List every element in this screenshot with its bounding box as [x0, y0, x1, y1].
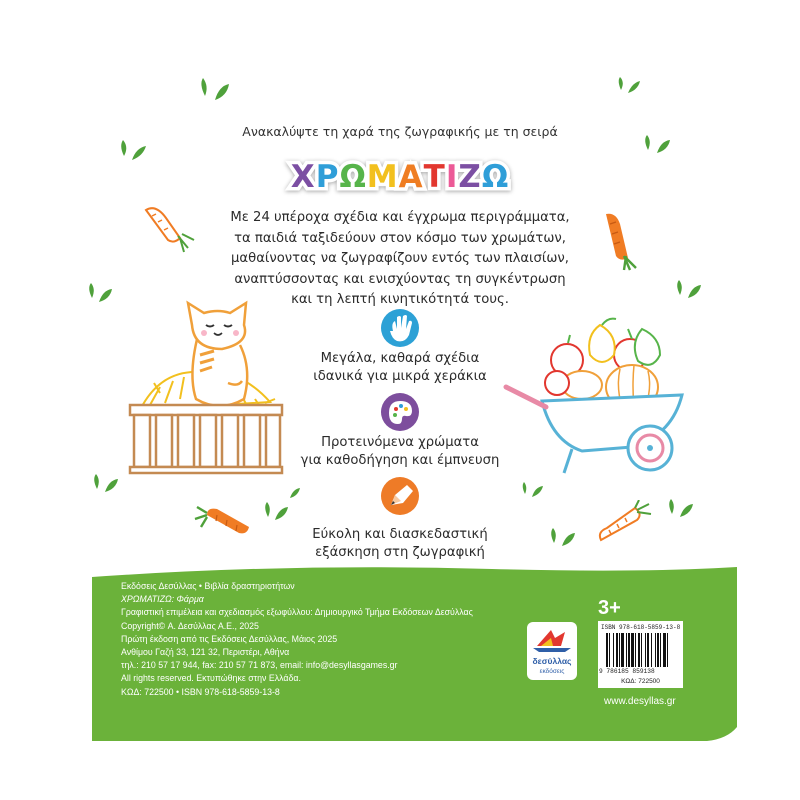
barcode-bar: [655, 633, 656, 667]
series-title-letter: Μ: [366, 159, 399, 195]
isbn-barcode: [598, 621, 683, 688]
barcode-bar: [657, 633, 659, 667]
feature-line: Προτεινόμενα χρώματα: [321, 435, 479, 450]
series-title-letter: Ι: [445, 159, 459, 195]
feature-text: [0, 434, 800, 470]
colophon-line: Εκδόσεις Δεσύλλας • Βιβλία δραστηριοτήτων: [121, 581, 295, 591]
series-title-letter: Ρ: [315, 159, 340, 195]
series-title-letter: Τ: [423, 159, 446, 195]
barcode-bar: [638, 633, 640, 667]
barcode-bar: [647, 633, 649, 667]
isbn-label: ISBN 978-618-5859-13-8: [601, 624, 681, 631]
barcode-digits: 9 786185 859138: [599, 668, 655, 675]
barcode-bar: [667, 633, 668, 667]
feature-line: για καθοδήγηση και έμπνευση: [300, 453, 500, 468]
feature-line: ιδανικά για μικρά χεράκια: [313, 369, 487, 384]
series-title-letter: Ω: [481, 159, 510, 195]
feature-line: εξάσκηση στη ζωγραφική: [315, 545, 485, 560]
barcode-bar: [628, 633, 630, 667]
barcode-bar: [619, 633, 620, 667]
barcode-bar: [663, 633, 666, 667]
barcode-bar: [609, 633, 610, 667]
pencil-icon: [381, 477, 419, 515]
description-line: αναπτύσσοντας και ενισχύοντας τη συγκέντρωση: [234, 271, 566, 287]
colophon: [121, 580, 473, 699]
colophon-line: Ανθίμου Γαζή 33, 121 32, Περιστέρι, Αθήνα: [121, 646, 290, 657]
colophon-line: τηλ.: 210 57 17 944, fax: 210 57 71 873, email: info@desyllasgames.gr: [121, 660, 398, 671]
website-url: www.desyllas.gr: [604, 696, 676, 707]
barcode-bars: [606, 633, 678, 669]
series-title-logo: [280, 150, 520, 198]
barcode-bar: [645, 633, 646, 667]
feature-text: [0, 350, 800, 386]
barcode-bar: [616, 633, 618, 667]
series-title-letter: Ω: [339, 159, 367, 195]
colophon-line: Copyright© Α. Δεσύλλας Α.Ε., 2025: [121, 620, 259, 631]
colophon-line: Πρώτη έκδοση από τις Εκδόσεις Δεσύλλας, Μάιος 2025: [121, 633, 338, 644]
colophon-line: All rights reserved. Εκτυπώθηκε στην Ελλάδα.: [121, 673, 301, 684]
barcode-bar: [626, 633, 627, 667]
description-line: μαθαίνοντας να ζωγραφίζουν εντός των πλαισίων,: [231, 251, 569, 266]
barcode-bar: [651, 633, 652, 667]
feature-line: Μεγάλα, καθαρά σχέδια: [320, 351, 480, 366]
age-rating: 3+: [598, 597, 621, 619]
colophon-line: ΚΩΔ: 722500 • ISBN 978-618-5859-13-8: [121, 686, 280, 697]
description-line: Με 24 υπέροχα σχέδια και έγχρωμα περιγράμματα,: [230, 210, 570, 225]
feature-line: Εύκολη και διασκεδαστική: [312, 527, 488, 542]
description-paragraph: [0, 208, 800, 311]
barcode-bar: [606, 633, 608, 667]
colophon-line: Γραφιστική επιμέλεια και σχεδιασμός εξωφύλλου: Δημιουργικό Τμήμα Εκδόσεων Δεσύλλας: [121, 607, 473, 618]
barcode-bar: [631, 633, 634, 667]
barcode-bar: [641, 633, 642, 667]
palette-icon: [381, 393, 419, 431]
barcode-bar: [621, 633, 624, 667]
publisher-logo-sub: εκδόσεις: [539, 668, 565, 675]
description-line: τα παιδιά ταξιδεύουν στον κόσμο των χρωμάτων,: [234, 230, 566, 246]
feature-text: [0, 526, 800, 562]
series-title-letter: Χ: [290, 159, 316, 195]
series-title-letter: Α: [398, 159, 424, 195]
product-code: ΚΩΔ: 722500: [621, 678, 660, 685]
barcode-bar: [660, 633, 661, 667]
series-title-letter: Ζ: [458, 159, 482, 195]
colophon-line: ΧΡΩΜΑΤΙΖΩ: Φάρμα: [121, 594, 204, 605]
intro-text: Ανακαλύψτε τη χαρά της ζωγραφικής με τη σειρά: [242, 124, 558, 139]
publisher-logo: [527, 622, 577, 680]
description-line: και τη λεπτή κινητικότητά τους.: [291, 292, 509, 307]
publisher-logo-name: δεσύλλας: [532, 656, 572, 666]
barcode-bar: [613, 633, 614, 667]
barcode-bar: [635, 633, 636, 667]
hand-icon: [381, 309, 419, 347]
series-title: [291, 159, 509, 195]
